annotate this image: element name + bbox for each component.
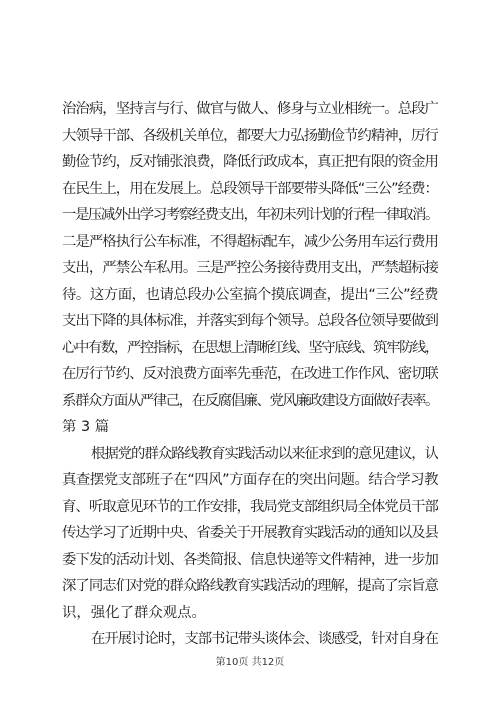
text-line: 第 3 篇 xyxy=(62,419,110,435)
page-footer: 第10页 共12页 xyxy=(215,657,285,668)
text-line: 传达学习了近期中央、省委关于开展教育实践活动的通知以及县 xyxy=(62,525,438,541)
text-line: 真查摆党支部班子在“四风”方面存在的突出问题。结合学习教 xyxy=(62,472,438,488)
text-line: 育、听取意见环节的工作安排，我局党支部组织局全体党员干部 xyxy=(62,498,438,515)
text-line: 委下发的活动计划、各类简报、信息快递等文件精神，进一步加 xyxy=(62,551,438,568)
text-line: 在厉行节约、反对浪费方面率先垂范，在改进工作作风、密切联 xyxy=(62,366,438,382)
text-line: 支出，严禁公车私用。三是严控公务接待费用支出，严禁超标接 xyxy=(62,260,438,276)
text-line: 心中有数，严控指标，在思想上清晰红线、坚守底线、筑牢防线， xyxy=(62,339,438,356)
text-line: 系群众方面从严律己，在反腐倡廉、党风廉政建设方面做好表率。 xyxy=(62,392,438,409)
text-line: 勤俭节约，反对铺张浪费，降低行政成本，真正把有限的资金用 xyxy=(62,154,438,170)
text-line: 支出下降的具体标准，并落实到每个领导。总段各位领导要做到 xyxy=(62,313,438,329)
text-line: 大领导干部、各级机关单位，都要大力弘扬勤俭节约精神，厉行 xyxy=(62,127,438,144)
document-body xyxy=(62,96,438,653)
text-line: 待。这方面，也请总段办公室搞个摸底调查，提出“三公”经费 xyxy=(62,286,438,303)
text-line: 治治病，坚持言与行、做官与做人、修身与立业相统一。总段广 xyxy=(62,101,438,117)
text-line: 一是压减外出学习考察经费支出，年初未列计划的行程一律取消。 xyxy=(62,207,438,223)
text-line: 二是严格执行公车标准，不得超标配车，减少公务用车运行费用 xyxy=(62,233,438,250)
text-line: 在开展讨论时，支部书记带头谈体会、谈感受，针对自身在 xyxy=(91,631,438,647)
text-line: 深了同志们对党的群众路线教育实践活动的理解，提高了宗旨意 xyxy=(62,578,438,594)
text-line: 在民生上，用在发展上。总段领导干部要带头降低“三公”经费： xyxy=(62,180,438,197)
text-line: 识，强化了群众观点。 xyxy=(62,604,206,621)
text-line: 根据党的群众路线教育实践活动以来征求到的意见建议，认 xyxy=(91,445,438,462)
